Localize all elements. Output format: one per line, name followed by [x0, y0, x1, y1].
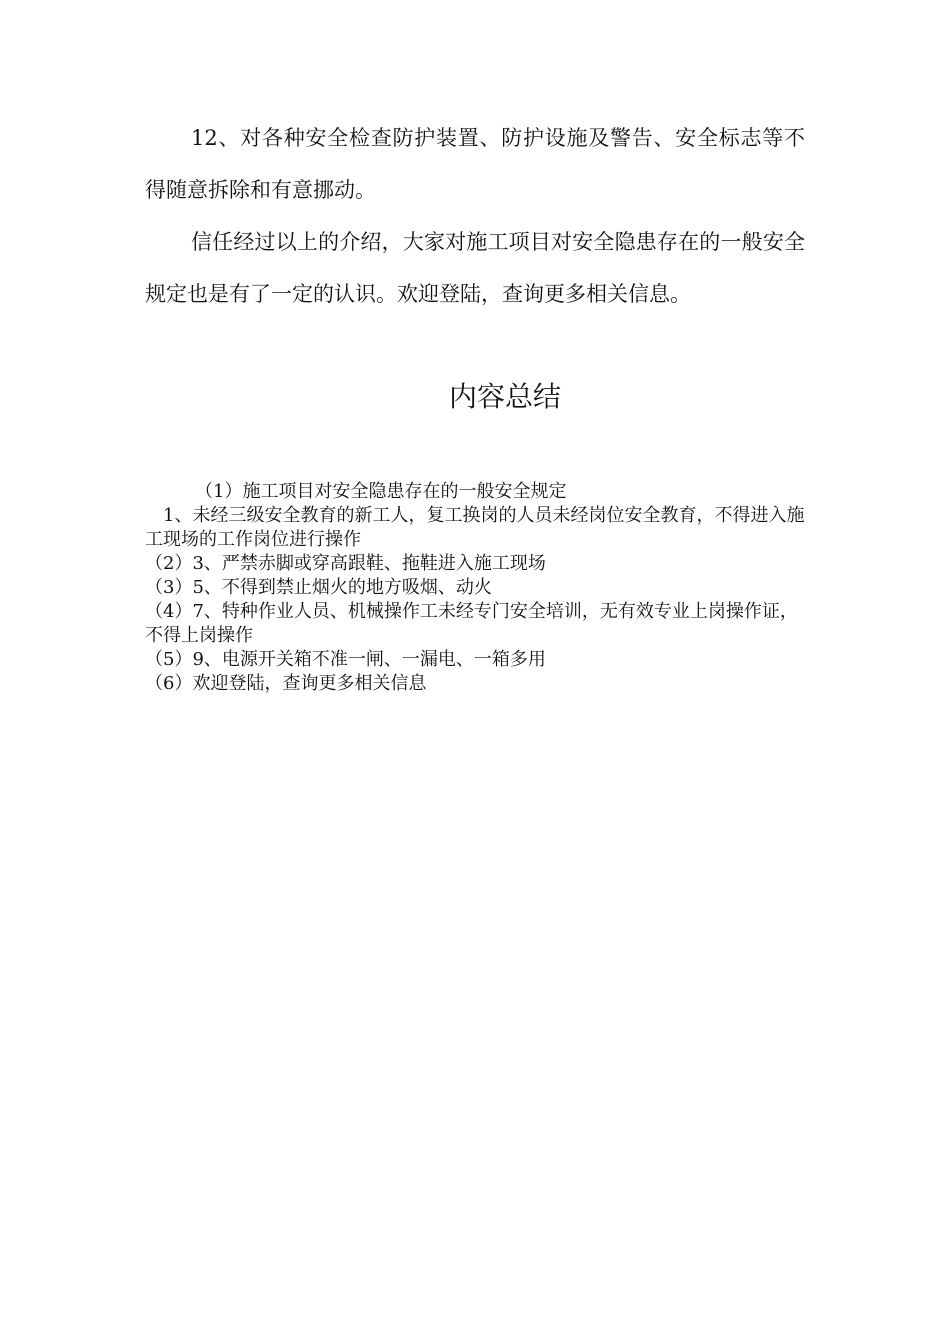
summary-list — [145, 480, 805, 696]
paragraph-rule-12: 12、对各种安全检查防护装置、防护设施及警告、安全标志等不得随意拆除和有意挪动。 — [145, 126, 805, 202]
summary-line-5: （4）7、特种作业人员、机械操作工未经专门安全培训，无有效专业上岗操作证，不得上岗操作 — [145, 601, 798, 646]
summary-line-4: （3）5、不得到禁止烟火的地方吸烟、动火 — [145, 577, 492, 598]
summary-line-2: 1、未经三级安全教育的新工人，复工换岗的人员未经岗位安全教育，不得进入施工现场的工作岗位进行操作 — [145, 505, 805, 550]
summary-line-7: （6）欢迎登陆，查询更多相关信息 — [145, 673, 427, 694]
summary-line-3: （2）3、严禁赤脚或穿高跟鞋、拖鞋进入施工现场 — [145, 553, 546, 574]
summary-title: 内容总结 — [448, 380, 561, 413]
summary-line-1: （1）施工项目对安全隐患存在的一般安全规定 — [195, 481, 567, 502]
summary-line-6: （5）9、电源开关箱不准一闸、一漏电、一箱多用 — [145, 649, 546, 670]
paragraph-closing: 信任经过以上的介绍，大家对施工项目对安全隐患存在的一般安全规定也是有了一定的认识。欢迎登陆，查询更多相关信息。 — [145, 230, 805, 306]
